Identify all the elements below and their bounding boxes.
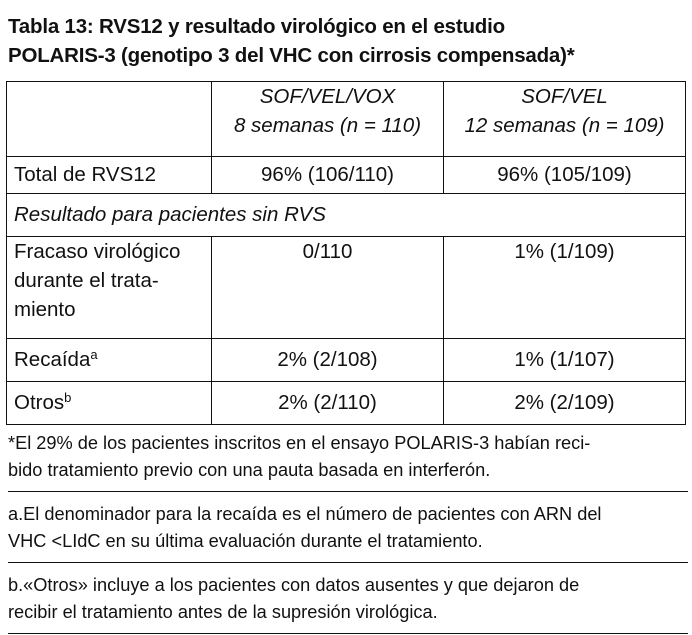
cell-sof-vel-vox: 2% (2/110): [212, 382, 444, 425]
row-label: [7, 382, 212, 425]
header-col2-line1: SOF/VEL/VOX: [259, 85, 396, 108]
relapse-label: Recaída: [14, 348, 91, 371]
footnote-line: recibir el tratamiento antes de la supresión virológica.: [8, 602, 438, 622]
footnote-a: [8, 492, 688, 563]
header-empty-cell: [7, 82, 212, 157]
title-line-2: POLARIS-3 (genotipo 3 del VHC con cirrosis compensada)*: [8, 44, 575, 67]
footnote-line: b.«Otros» incluye a los pacientes con datos ausentes y que dejaron de: [8, 575, 580, 595]
label-line-1: Fracaso virológico: [14, 240, 181, 263]
row-label: Total de RVS12: [7, 157, 212, 194]
table-title: [8, 12, 684, 70]
cell-sof-vel-vox: 2% (2/108): [212, 339, 444, 382]
label-line-2: durante el trata-: [14, 269, 159, 292]
cell-sof-vel: 96% (105/109): [444, 157, 686, 194]
cell-sof-vel-vox: 0/110: [212, 237, 444, 339]
row-label: [7, 237, 212, 339]
header-col3-line2: 12 semanas (n = 109): [464, 114, 665, 137]
header-col3-line1: SOF/VEL: [521, 85, 608, 108]
header-sof-vel-vox: [212, 82, 444, 157]
cell-sof-vel: 1% (1/107): [444, 339, 686, 382]
footnote-marker-a: a: [90, 347, 98, 362]
footnotes: [8, 427, 688, 634]
cell-sof-vel-vox: 96% (106/110): [212, 157, 444, 194]
header-sof-vel: [444, 82, 686, 157]
title-line-1: Tabla 13: RVS12 y resultado virológico en el estudio: [8, 15, 505, 38]
results-table: [6, 81, 686, 425]
cell-sof-vel: 1% (1/109): [444, 237, 686, 339]
table-row-subheading: [7, 194, 686, 237]
footnote-marker-b: b: [64, 390, 72, 405]
table-header-row: [7, 82, 686, 157]
table-row-relapse: [7, 339, 686, 382]
cell-sof-vel: 2% (2/109): [444, 382, 686, 425]
footnote-line: a.El denominador para la recaída es el número de pacientes con ARN del: [8, 504, 602, 524]
footnote-line: VHC <LIdC en su última evaluación durante el tratamiento.: [8, 531, 483, 551]
footnote-line: *El 29% de los pacientes inscritos en el ensayo POLARIS-3 habían reci-: [8, 433, 591, 453]
row-label: [7, 339, 212, 382]
table-row-virologic-failure: [7, 237, 686, 339]
footnote-star: [8, 427, 688, 492]
header-col2-line2: 8 semanas (n = 110): [233, 114, 422, 137]
table-row-total: [7, 157, 686, 194]
footnote-line: bido tratamiento previo con una pauta basada en interferón.: [8, 460, 491, 480]
subheading-label: Resultado para pacientes sin RVS: [7, 194, 686, 237]
others-label: Otros: [14, 391, 65, 414]
label-line-3: miento: [14, 298, 76, 321]
footnote-b: [8, 563, 688, 634]
table-row-others: [7, 382, 686, 425]
